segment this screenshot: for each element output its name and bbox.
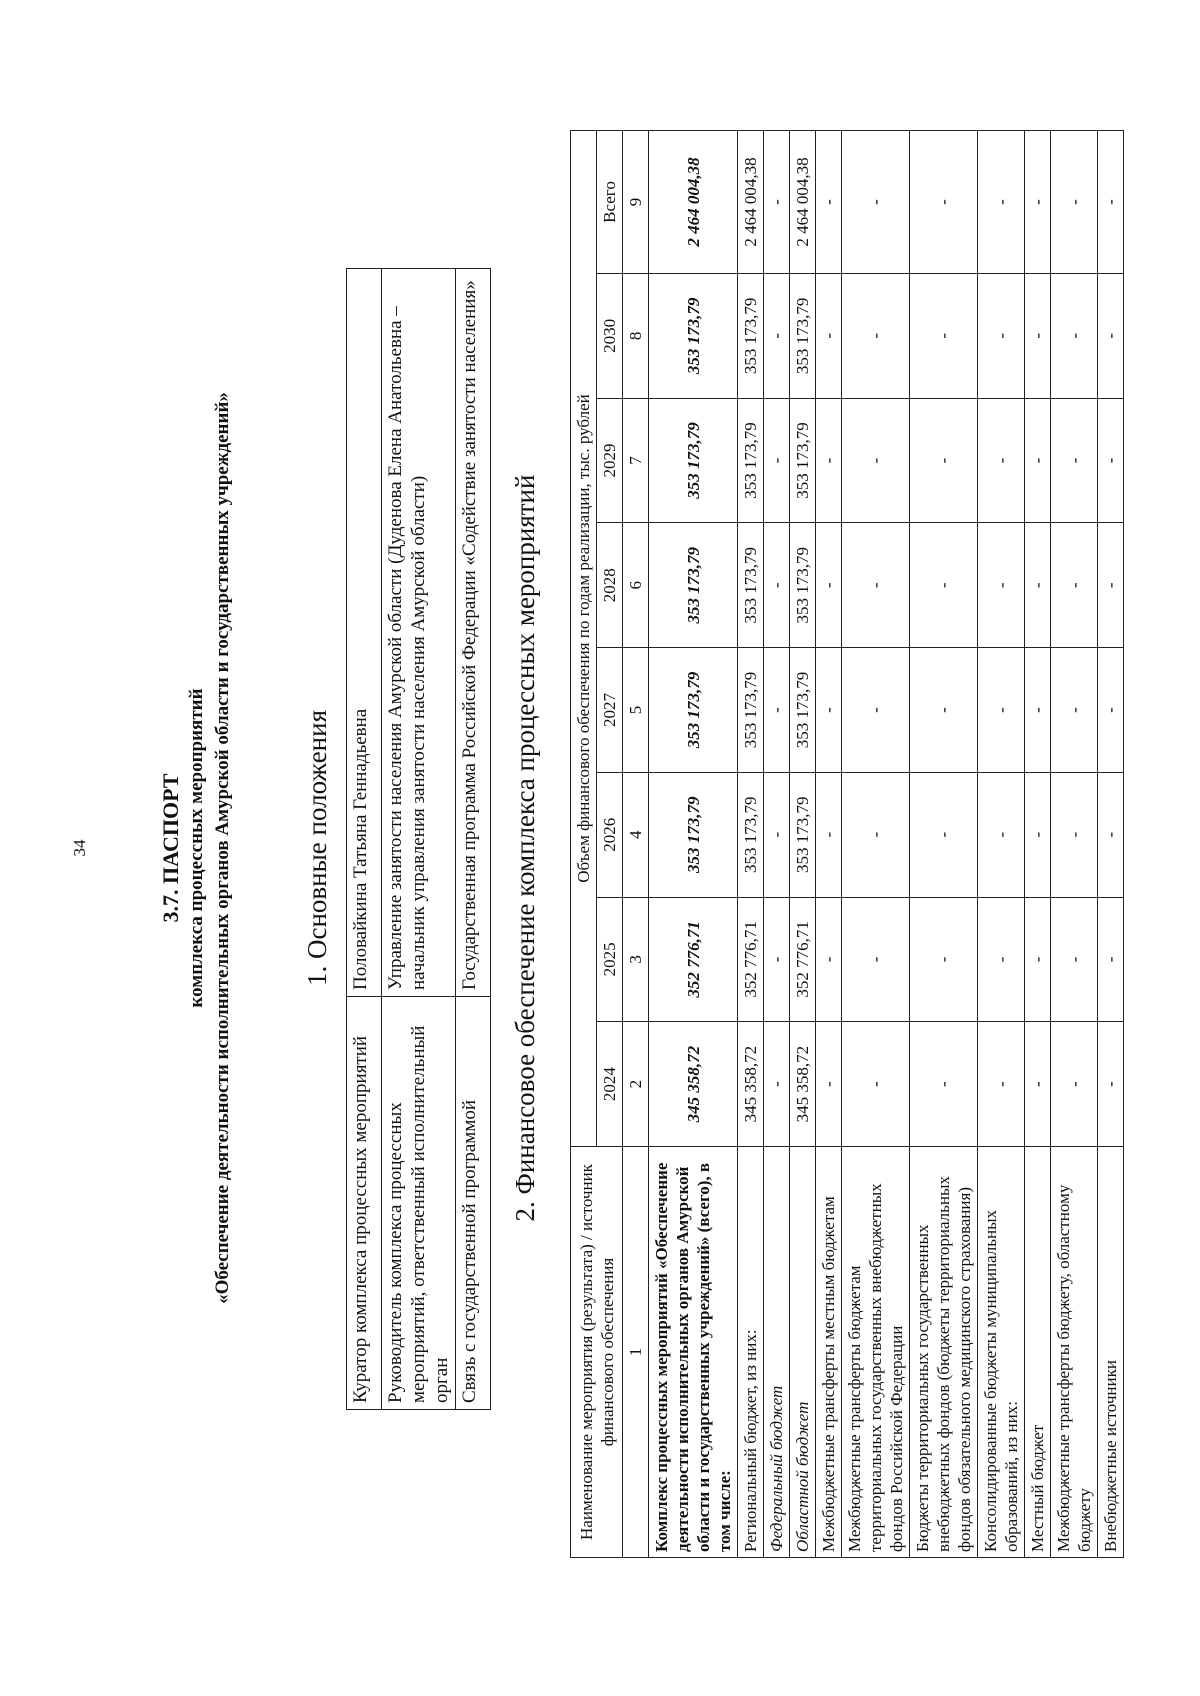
row-source-name: Комплекс процессных мероприятий «Обеспечение деятельности исполнительных органов Амурской области и государственных учреждений» (всего), в том числе:: [649, 1147, 738, 1558]
header-year: 2025: [597, 897, 623, 1022]
rotated-page: [40, 48, 1160, 1648]
table-row: [649, 131, 738, 1558]
row-value-cell: 353 173,79: [738, 772, 764, 897]
row-value-cell: -: [1051, 648, 1098, 773]
row-value-cell: 2 464 004,38: [790, 131, 816, 274]
row-source-name: Областной бюджет: [790, 1147, 816, 1558]
heading-subtitle: комплекса процессных мероприятий: [186, 688, 207, 1008]
row-value-cell: -: [910, 772, 978, 897]
heading-complex-name: «Обеспечение деятельности исполнительных органов Амурской области и государственных учреждений»: [212, 392, 233, 1304]
row-source-name: Межбюджетные трансферты бюджету, областному бюджету: [1051, 1147, 1098, 1558]
row-value-cell: -: [764, 897, 790, 1022]
table-row: [790, 131, 816, 1558]
row-value-cell: 353 173,79: [790, 398, 816, 523]
row-value-cell: 2 464 004,38: [738, 131, 764, 274]
row-value-cell: 353 173,79: [649, 523, 738, 648]
row-value-cell: 345 358,72: [738, 1022, 764, 1147]
row-value-cell: -: [978, 131, 1025, 274]
section2-title: 2. Финансовое обеспечение комплекса процессных мероприятий: [510, 474, 540, 1222]
row-value-cell: -: [910, 648, 978, 773]
row-value-cell: -: [1098, 273, 1124, 398]
row-value-cell: -: [1025, 897, 1051, 1022]
page-number: 34: [70, 839, 89, 857]
row-value-cell: 353 173,79: [649, 648, 738, 773]
column-number: 6: [623, 523, 649, 648]
row-value-cell: -: [1098, 398, 1124, 523]
row-value-cell: 2 464 004,38: [649, 131, 738, 274]
row-value-cell: -: [1025, 398, 1051, 523]
row-key: Руководитель комплекса процессных мероприятий, ответственный исполнительный орган: [382, 997, 456, 1410]
row-value-cell: 353 173,79: [738, 523, 764, 648]
row-value-cell: -: [1098, 523, 1124, 648]
row-value-cell: -: [1025, 523, 1051, 648]
row-source-name: Региональный бюджет, из них:: [738, 1147, 764, 1558]
column-numbers-row: [623, 131, 649, 1558]
section1-title: 1. Основные положения: [302, 710, 332, 986]
row-value-cell: -: [816, 1022, 842, 1147]
row-value-cell: -: [978, 398, 1025, 523]
row-value-cell: -: [910, 897, 978, 1022]
row-value-cell: -: [1098, 772, 1124, 897]
column-number: 4: [623, 772, 649, 897]
table-row: [1098, 131, 1124, 1558]
column-number: 5: [623, 648, 649, 773]
row-value-cell: 353 173,79: [738, 648, 764, 773]
row-value-cell: -: [978, 772, 1025, 897]
row-value-cell: 353 173,79: [790, 772, 816, 897]
header-year: 2028: [597, 523, 623, 648]
row-value-cell: -: [1098, 1022, 1124, 1147]
row-value-cell: -: [910, 131, 978, 274]
row-value-cell: -: [816, 398, 842, 523]
row-value-cell: -: [1025, 648, 1051, 773]
row-value: Управление занятости населения Амурской области (Дуденова Елена Анатольевна – начальник управления занятости населения Амурской области): [382, 269, 456, 997]
column-number: 9: [623, 131, 649, 274]
header-row: [571, 131, 597, 1558]
row-value-cell: -: [910, 523, 978, 648]
row-value-cell: -: [1051, 772, 1098, 897]
row-value-cell: -: [842, 273, 910, 398]
table-row: [764, 131, 790, 1558]
table-row: [816, 131, 842, 1558]
row-value-cell: 353 173,79: [790, 273, 816, 398]
column-number: 1: [623, 1147, 649, 1558]
row-value-cell: 353 173,79: [649, 772, 738, 897]
row-value-cell: -: [978, 897, 1025, 1022]
table-row: [842, 131, 910, 1558]
row-value-cell: 345 358,72: [649, 1022, 738, 1147]
row-value-cell: -: [1051, 1022, 1098, 1147]
row-value-cell: -: [842, 131, 910, 274]
row-value-cell: -: [1025, 1022, 1051, 1147]
row-value-cell: -: [816, 772, 842, 897]
header-name-col: Наименование мероприятия (результата) / источник финансового обеспечения: [571, 1147, 623, 1558]
basic-provisions-table: [346, 268, 491, 1410]
row-value-cell: -: [1025, 131, 1051, 274]
row-value-cell: -: [1098, 897, 1124, 1022]
row-value-cell: 353 173,79: [790, 648, 816, 773]
column-number: 2: [623, 1022, 649, 1147]
row-value-cell: -: [764, 273, 790, 398]
row-value-cell: -: [764, 772, 790, 897]
row-source-name: Бюджеты территориальных государственных внебюджетных фондов (бюджеты территориальных фондов обязательного медицинского страхования): [910, 1147, 978, 1558]
row-value-cell: -: [764, 648, 790, 773]
row-value-cell: -: [816, 897, 842, 1022]
row-value-cell: -: [842, 398, 910, 523]
column-number: 3: [623, 897, 649, 1022]
row-value-cell: -: [1025, 273, 1051, 398]
column-number: 8: [623, 273, 649, 398]
table-row: [978, 131, 1025, 1558]
header-volume: Объем финансового обеспечения по годам реализации, тыс. рублей: [571, 131, 597, 1147]
table-row: [456, 269, 491, 1410]
row-value-cell: -: [910, 273, 978, 398]
row-value-cell: 353 173,79: [738, 398, 764, 523]
row-value-cell: 345 358,72: [790, 1022, 816, 1147]
row-source-name: Консолидированные бюджеты муниципальных образований, из них:: [978, 1147, 1025, 1558]
document-heading: [158, 48, 236, 1648]
row-value-cell: -: [816, 523, 842, 648]
row-value-cell: -: [978, 523, 1025, 648]
row-value-cell: -: [1098, 648, 1124, 773]
row-value-cell: -: [764, 398, 790, 523]
row-value-cell: -: [1025, 772, 1051, 897]
row-value: Половайкина Татьяна Геннадьевна: [347, 269, 382, 997]
row-value-cell: -: [1051, 523, 1098, 648]
table-row: [1025, 131, 1051, 1558]
row-value-cell: -: [842, 523, 910, 648]
header-year: 2027: [597, 648, 623, 773]
row-key: Связь с государственной программой: [456, 997, 491, 1410]
row-value-cell: -: [1098, 131, 1124, 274]
heading-title: 3.7. ПАСПОРТ: [158, 773, 183, 923]
row-source-name: Внебюджетные источники: [1098, 1147, 1124, 1558]
row-value-cell: -: [910, 1022, 978, 1147]
row-value-cell: -: [842, 648, 910, 773]
table-row: [1051, 131, 1098, 1558]
row-value-cell: 353 173,79: [790, 523, 816, 648]
row-value-cell: -: [764, 1022, 790, 1147]
row-key: Куратор комплекса процессных мероприятий: [347, 997, 382, 1410]
row-value-cell: -: [910, 398, 978, 523]
column-number: 7: [623, 398, 649, 523]
row-value-cell: -: [978, 648, 1025, 773]
table-row: [738, 131, 764, 1558]
row-value-cell: -: [1051, 273, 1098, 398]
header-year: 2026: [597, 772, 623, 897]
row-source-name: Межбюджетные трансферты бюджетам территориальных государственных внебюджетных фондов Российской Федерации: [842, 1147, 910, 1558]
table-row: [347, 269, 382, 1410]
row-value-cell: 353 173,79: [649, 273, 738, 398]
row-value-cell: 352 776,71: [790, 897, 816, 1022]
row-source-name: Федеральный бюджет: [764, 1147, 790, 1558]
row-value-cell: 352 776,71: [649, 897, 738, 1022]
table-row: [382, 269, 456, 1410]
row-value-cell: -: [816, 273, 842, 398]
row-value-cell: -: [842, 772, 910, 897]
row-value-cell: -: [978, 1022, 1025, 1147]
row-value-cell: -: [764, 131, 790, 274]
row-value-cell: -: [1051, 398, 1098, 523]
row-value-cell: -: [816, 648, 842, 773]
financing-table: [570, 130, 1124, 1558]
row-value-cell: -: [764, 523, 790, 648]
financing-body: [649, 131, 1124, 1558]
row-value: Государственная программа Российской Федерации «Содействие занятости населения»: [456, 269, 491, 997]
row-source-name: Межбюджетные трансферты местным бюджетам: [816, 1147, 842, 1558]
row-value-cell: -: [1051, 131, 1098, 274]
header-year: 2024: [597, 1022, 623, 1147]
row-value-cell: 352 776,71: [738, 897, 764, 1022]
row-value-cell: 353 173,79: [738, 273, 764, 398]
row-value-cell: -: [816, 131, 842, 274]
header-year: 2029: [597, 398, 623, 523]
row-value-cell: 353 173,79: [649, 398, 738, 523]
row-value-cell: -: [842, 1022, 910, 1147]
header-year: Всего: [597, 131, 623, 274]
row-source-name: Местный бюджет: [1025, 1147, 1051, 1558]
row-value-cell: -: [978, 273, 1025, 398]
row-value-cell: -: [842, 897, 910, 1022]
header-year: 2030: [597, 273, 623, 398]
row-value-cell: -: [1051, 897, 1098, 1022]
table-row: [910, 131, 978, 1558]
